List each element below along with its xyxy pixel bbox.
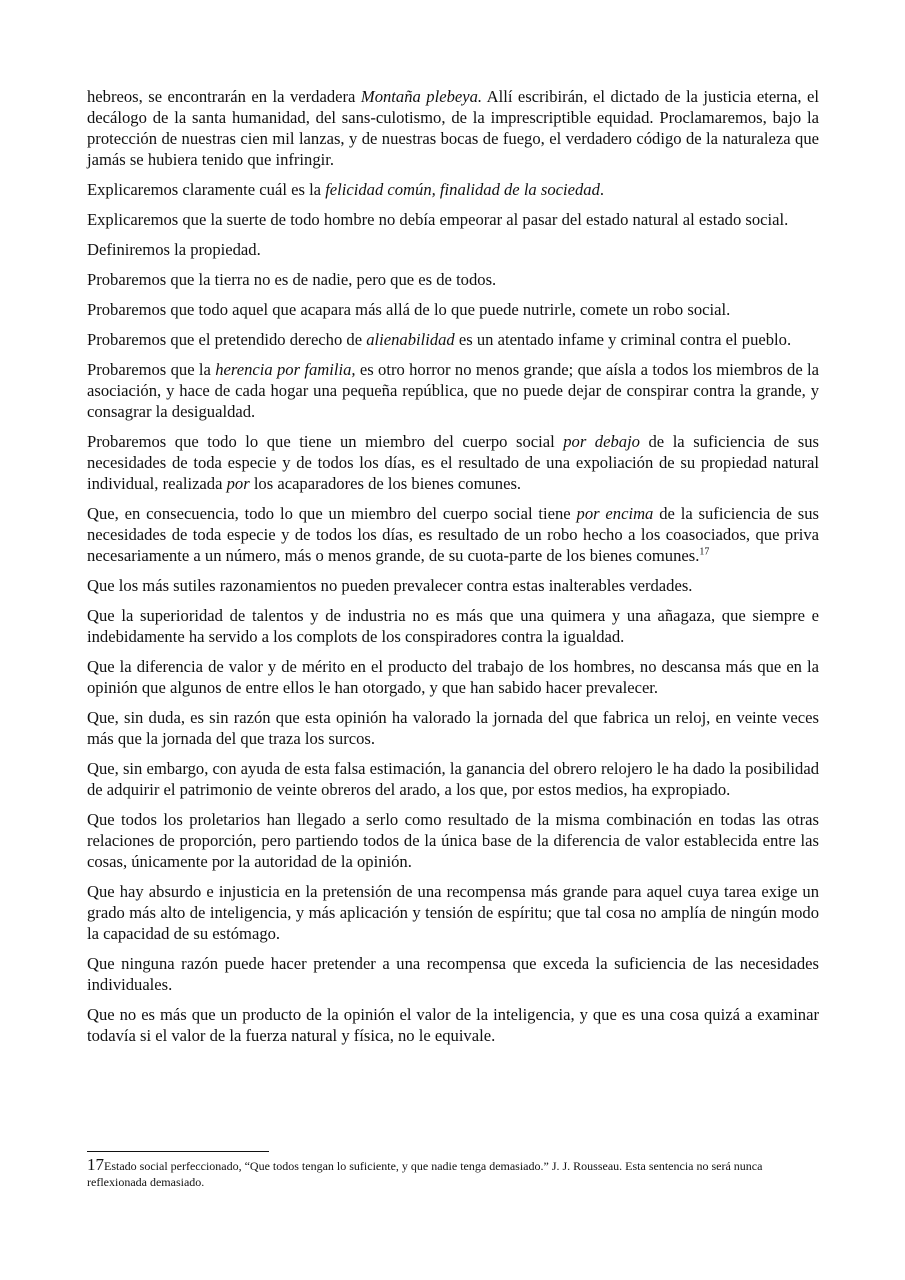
body-paragraph: [87, 953, 819, 995]
paragraph-text: Que, sin embargo, con ayuda de esta falsa estimación, la ganancia del obrero relojero le ha dado la posibilidad de adquirir el patrimonio de veinte obreros del arado, a los que, por estos medios, ha expropiado.: [87, 759, 819, 799]
body-paragraph: [87, 575, 819, 596]
paragraph-text: de la suficiencia de sus necesidades de toda especie y de todos los días, es resultado de un robo hecho a los coasociados, que priva necesariamente a un número, más o menos grande, de su cuota-parte de los bienes comunes.: [87, 504, 820, 565]
body-paragraph: [87, 269, 819, 290]
body-paragraph: [87, 809, 819, 872]
footnote-text: Estado social perfeccionado, “Que todos tengan lo suficiente, y que nadie tenga demasiado.” J. J. Rousseau. Esta sentencia no será nunca reflexionada demasiado.: [87, 1159, 763, 1189]
italic-emphasis: por debajo: [563, 432, 640, 451]
body-paragraph: [87, 707, 819, 749]
paragraph-text: Explicaremos que la suerte de todo hombre no debía empeorar al pasar del estado natural al estado social.: [87, 210, 789, 229]
paragraph-text: Que hay absurdo e injusticia en la pretensión de una recompensa más grande para aquel cuya tarea exige un grado más alto de inteligencia, y más aplicación y tensión de espíritu; que tal cosa no amplía de ningún modo la capacidad de su estómago.: [87, 882, 819, 943]
paragraph-text: es otro horror no menos grande; que aísla a todos los miembros de la asociación, y hace de cada hogar una pequeña república, que no puede dejar de conspirar contra la grande, y consagrar la desigualdad.: [87, 360, 819, 421]
italic-emphasis: felicidad común, finalidad de la sociedad: [325, 180, 600, 199]
paragraph-text: hebreos, se encontrarán en la verdadera: [87, 87, 361, 106]
document-body: [87, 86, 819, 1055]
paragraph-text: es un atentado infame y criminal contra el pueblo.: [454, 330, 792, 349]
italic-emphasis: Montaña plebeya.: [360, 87, 483, 106]
paragraph-text: Que la superioridad de talentos y de industria no es más que una quimera y una añagaza, que siempre e indebidamente ha servido a los complots de los conspiradores contra la igualdad.: [87, 606, 819, 646]
body-paragraph: [87, 758, 819, 800]
italic-emphasis: alienabilidad: [366, 330, 455, 349]
paragraph-text: de la suficiencia de sus necesidades de toda especie y de todos los días, es el resultado de una expoliación de su propiedad natural individual, realizada: [87, 432, 819, 493]
body-paragraph: [87, 329, 819, 350]
body-paragraph: [87, 359, 819, 422]
footnote-reference: 17: [699, 546, 710, 558]
paragraph-text: Probaremos que todo aquel que acapara más allá de lo que puede nutrirle, comete un robo social.: [87, 300, 731, 319]
paragraph-text: Probaremos que todo lo que tiene un miembro del cuerpo social: [87, 432, 564, 451]
paragraph-text: Que, sin duda, es sin razón que esta opinión ha valorado la jornada del que fabrica un reloj, en veinte veces más que la jornada del que traza los surcos.: [87, 708, 819, 748]
italic-emphasis: por: [226, 474, 250, 493]
paragraph-text: Probaremos que el pretendido derecho de: [87, 330, 367, 349]
italic-emphasis: herencia por familia,: [215, 360, 356, 379]
paragraph-text: Que los más sutiles razonamientos no pueden prevalecer contra estas inalterables verdades.: [87, 576, 693, 595]
body-paragraph: [87, 1004, 819, 1046]
body-paragraph: [87, 209, 819, 230]
paragraph-text: Que ninguna razón puede hacer pretender a una recompensa que exceda la suficiencia de las necesidades individuales.: [87, 954, 819, 994]
footnote-number: 17: [87, 1155, 104, 1174]
body-paragraph: [87, 605, 819, 647]
footnote: [87, 1157, 819, 1190]
paragraph-text: los acaparadores de los bienes comunes.: [249, 474, 522, 493]
body-paragraph: [87, 431, 819, 494]
paragraph-text: Probaremos que la tierra no es de nadie, pero que es de todos.: [87, 270, 497, 289]
paragraph-text: Que no es más que un producto de la opinión el valor de la inteligencia, y que es una cosa quizá a examinar todavía si el valor de la fuerza natural y física, no le equivale.: [87, 1005, 819, 1045]
italic-emphasis: por encima: [576, 504, 654, 523]
footnote-separator: [87, 1151, 269, 1152]
body-paragraph: [87, 179, 819, 200]
paragraph-text: Explicaremos claramente cuál es la: [87, 180, 326, 199]
body-paragraph: [87, 881, 819, 944]
paragraph-text: Definiremos la propiedad.: [87, 240, 261, 259]
paragraph-text: Que todos los proletarios han llegado a serlo como resultado de la misma combinación en todas las otras relaciones de proporción, pero partiendo todos de la única base de la diferencia de valor establecida entre las cosas, únicamente por la autoridad de la opinión.: [87, 810, 819, 871]
paragraph-text: Que la diferencia de valor y de mérito en el producto del trabajo de los hombres, no descansa más que en la opinión que algunos de entre ellos le han otorgado, y que han sabido hacer prevalecer.: [87, 657, 819, 697]
body-paragraph: [87, 86, 819, 170]
body-paragraph: [87, 239, 819, 260]
body-paragraph: [87, 503, 819, 566]
paragraph-text: Allí escribirán, el dictado de la justicia eterna, el decálogo de la santa humanidad, del sans-culotismo, de la imprescriptible equidad. Proclamaremos, bajo la protección de nuestras cien mil lanzas, y de nuestras bocas de fuego, el verdadero código de la naturaleza que jamás se hubiera tenido que infringir.: [87, 87, 819, 169]
body-paragraph: [87, 656, 819, 698]
paragraph-text: Que, en consecuencia, todo lo que un miembro del cuerpo social tiene: [87, 504, 577, 523]
body-paragraph: [87, 299, 819, 320]
paragraph-text: .: [599, 180, 605, 199]
paragraph-text: Probaremos que la: [87, 360, 216, 379]
